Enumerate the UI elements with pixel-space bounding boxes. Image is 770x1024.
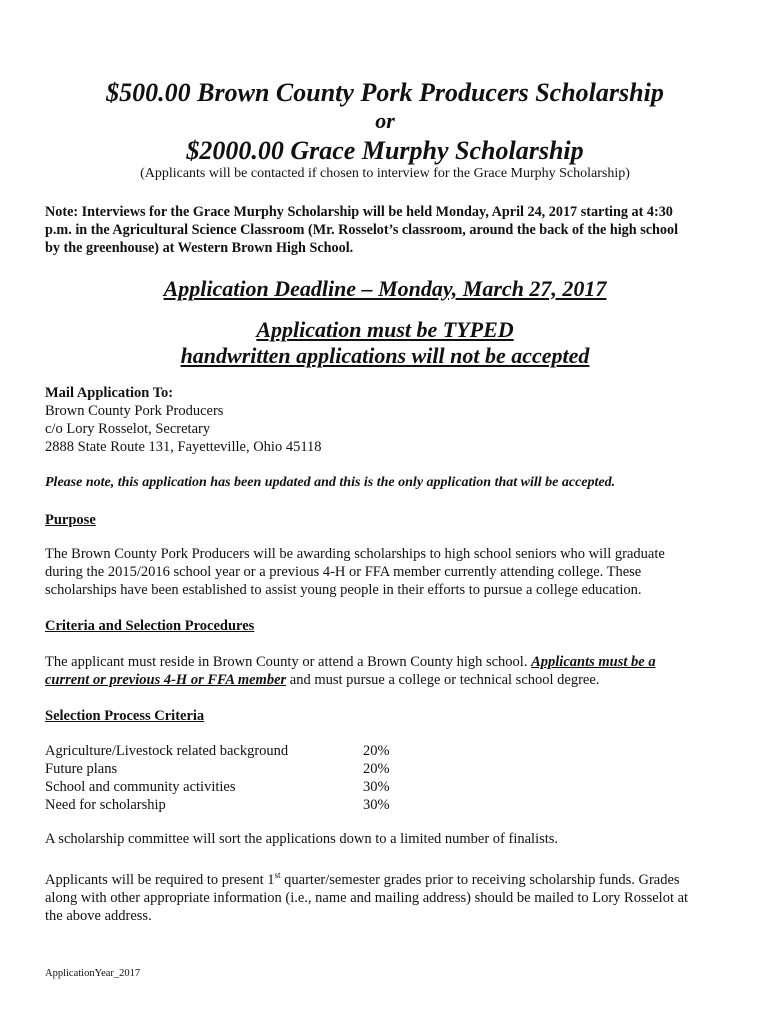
mail-heading: Mail Application To: [45, 385, 174, 401]
purpose-text [45, 545, 735, 599]
criteria-percent: 30% [363, 797, 390, 813]
grades-text-a: Applicants will be required to present 1 [45, 871, 275, 888]
subtitle: (Applicants will be contacted if chosen to interview for the Grace Murphy Scholarship) [140, 166, 630, 181]
ordinal-suffix: st [274, 870, 281, 880]
criteria-row [45, 778, 735, 796]
criteria-row [45, 760, 735, 778]
grades-line: along with other appropriate information (i.e., name and mailing address) should be mailed to Lory Rosselot at [45, 889, 689, 906]
address-line: c/o Lory Rosselot, Secretary [45, 421, 211, 437]
typed-requirement: Application must be TYPED [256, 317, 514, 342]
address-line: 2888 State Route 131, Fayetteville, Ohio 45118 [45, 439, 322, 455]
grades-line [45, 866, 735, 889]
criteria-line [45, 671, 735, 689]
please-note: Please note, this application has been updated and this is the only application that will be accepted. [45, 475, 616, 490]
criteria-label: School and community activities [45, 779, 236, 795]
purpose-line: The Brown County Pork Producers will be awarding scholarships to high school seniors who will graduate [45, 546, 665, 562]
criteria-emphasis-b: current or previous 4-H or FFA member [45, 672, 287, 688]
application-deadline: Application Deadline – Monday, March 27, 2017 [163, 276, 607, 301]
grades-text-b: quarter/semester grades prior to receiving scholarship funds. Grades [280, 871, 680, 888]
committee-text: A scholarship committee will sort the applications down to a limited number of finalists. [45, 831, 559, 847]
criteria-row [45, 796, 735, 814]
selection-heading: Selection Process Criteria [45, 708, 205, 724]
criteria-percent: 20% [363, 743, 390, 759]
selection-table [45, 742, 735, 814]
criteria-percent: 20% [363, 761, 390, 777]
purpose-heading: Purpose [45, 512, 96, 528]
note-line: p.m. in the Agricultural Science Classroom (Mr. Rosselot’s classroom, around the back of the high school [45, 222, 679, 238]
title-pork-producers: $500.00 Brown County Pork Producers Scholarship [106, 78, 664, 107]
interview-note [45, 203, 735, 257]
grades-line: the above address. [45, 907, 152, 924]
criteria-percent: 30% [363, 779, 390, 795]
criteria-row [45, 742, 735, 760]
footer-label: ApplicationYear_2017 [45, 968, 141, 979]
handwritten-warning: handwritten applications will not be accepted [180, 343, 590, 368]
criteria-label: Agriculture/Livestock related background [45, 743, 289, 759]
criteria-line [45, 653, 735, 671]
criteria-heading: Criteria and Selection Procedures [45, 618, 255, 634]
criteria-label: Need for scholarship [45, 797, 166, 813]
title-grace-murphy: $2000.00 Grace Murphy Scholarship [186, 136, 584, 165]
address-line: Brown County Pork Producers [45, 403, 224, 419]
note-line: by the greenhouse) at Western Brown High School. [45, 240, 354, 256]
criteria-label: Future plans [45, 761, 118, 777]
criteria-text-b: and must pursue a college or technical school degree. [286, 672, 600, 688]
mailing-address [45, 384, 735, 456]
title-or: or [375, 108, 395, 133]
purpose-line: scholarships have been established to assist young people in their efforts to pursue a college education. [45, 582, 642, 598]
note-line: Note: Interviews for the Grace Murphy Scholarship will be held Monday, April 24, 2017 starting at 4:30 [45, 204, 673, 220]
purpose-line: during the 2015/2016 school year or a previous 4-H or FFA member currently attending college. These [45, 564, 642, 580]
criteria-text [45, 653, 735, 689]
criteria-text-a: The applicant must reside in Brown County or attend a Brown County high school. [45, 654, 532, 670]
criteria-emphasis-a: Applicants must be a [531, 654, 656, 670]
grades-text [45, 866, 735, 925]
